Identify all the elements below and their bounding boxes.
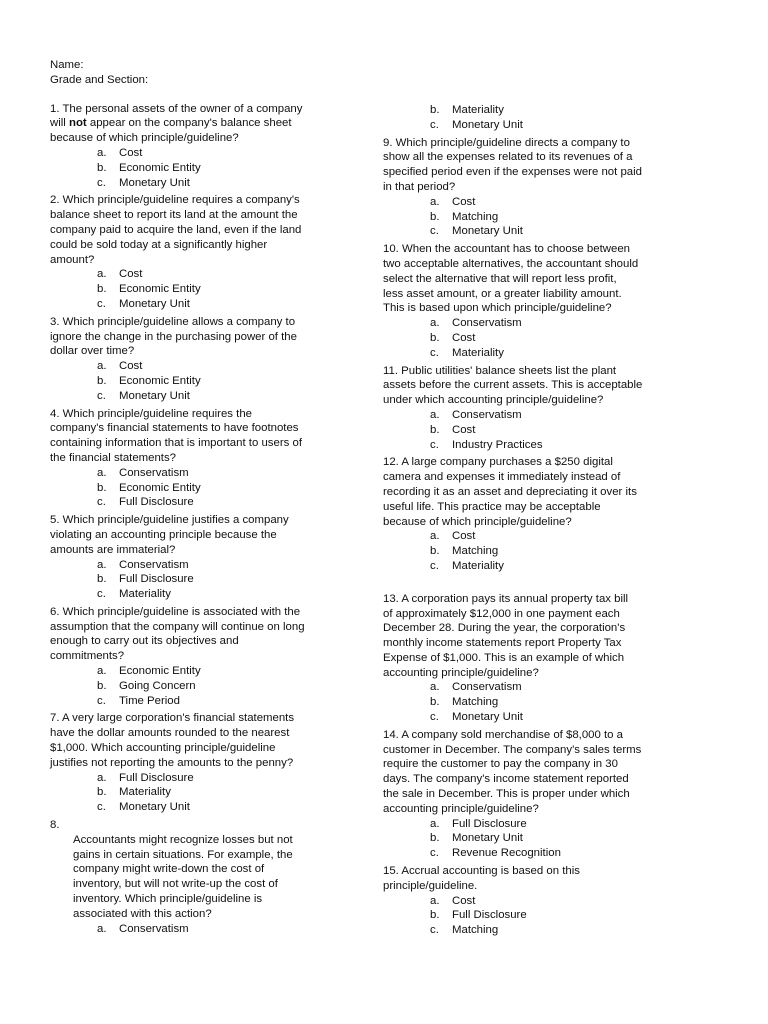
question-3 — [50, 315, 370, 404]
question-text-line: the financial statements? — [50, 451, 177, 464]
question-text-line: 7. A very large corporation's financial statements — [50, 712, 295, 725]
question-text-line: amounts are immaterial? — [50, 543, 176, 556]
right-column — [383, 103, 713, 941]
answer-option[interactable]: c. Materiality — [97, 588, 171, 601]
answer-options — [50, 146, 370, 190]
question-text-line: could be sold today at a significantly higher — [50, 238, 268, 251]
answer-option[interactable]: c. Monetary Unit — [97, 801, 190, 814]
question-5 — [50, 513, 370, 602]
answer-options — [50, 771, 370, 815]
answer-option[interactable]: a. Conservatism — [97, 922, 189, 935]
question-text-line: Expense of $1,000. This is an example of which — [383, 651, 625, 664]
question-text-line: justifies not reporting the amounts to the penny? — [50, 756, 294, 769]
question-number: 8. — [50, 819, 60, 832]
answer-option[interactable]: a. Conservatism — [430, 408, 522, 421]
answer-option[interactable]: c. Monetary Unit — [430, 118, 523, 131]
answer-option[interactable]: b. Matching — [430, 545, 499, 558]
question-text-line: associated with this action? — [73, 907, 212, 920]
answer-option[interactable]: a. Full Disclosure — [430, 817, 527, 830]
question-text-line: commitments? — [50, 650, 125, 663]
answer-options — [383, 817, 713, 861]
answer-option[interactable]: b. Going Concern — [97, 679, 196, 692]
question-10 — [383, 242, 713, 360]
question-8-continued — [383, 103, 713, 133]
question-14 — [383, 728, 713, 861]
answer-option[interactable]: b. Monetary Unit — [430, 832, 523, 845]
question-text-line: company might write-down the cost of — [73, 863, 265, 876]
answer-option[interactable]: b. Cost — [430, 423, 476, 436]
question-text-line: 2. Which principle/guideline requires a company's — [50, 194, 300, 207]
question-text-line: 12. A large company purchases a $250 digital — [383, 456, 613, 469]
answer-option[interactable]: a. Cost — [97, 360, 143, 373]
answer-options — [383, 894, 713, 938]
answer-option[interactable]: b. Full Disclosure — [97, 573, 194, 586]
question-text-line: balance sheet to report its land at the amount the — [50, 209, 298, 222]
question-7 — [50, 711, 370, 815]
answer-option[interactable]: a. Conservatism — [430, 681, 522, 694]
answer-option[interactable]: c. Matching — [430, 924, 499, 937]
question-text-line: two acceptable alternatives, the accountant should — [383, 257, 639, 270]
question-text-line: enough to carry out its objectives and — [50, 635, 239, 648]
question-9 — [383, 136, 713, 240]
answer-option[interactable]: c. Industry Practices — [430, 438, 543, 451]
question-text-line: This is based upon which principle/guideline? — [383, 302, 612, 315]
question-13 — [383, 592, 713, 725]
question-text-line: gains in certain situations. For example, the — [73, 848, 293, 861]
answer-option[interactable]: c. Monetary Unit — [97, 297, 190, 310]
answer-option[interactable]: b. Cost — [430, 331, 476, 344]
question-text-line: 11. Public utilities' balance sheets list the plant — [383, 364, 617, 377]
emphasis-not: not — [69, 117, 87, 130]
question-11 — [383, 364, 713, 453]
answer-options — [50, 359, 370, 403]
answer-options — [50, 558, 370, 602]
question-text-line: assumption that the company will continue on long — [50, 620, 305, 633]
answer-option[interactable]: a. Conservatism — [97, 558, 189, 571]
answer-option[interactable]: b. Economic Entity — [97, 283, 201, 296]
question-6 — [50, 605, 370, 709]
question-text-line: 10. When the accountant has to choose between — [383, 243, 630, 256]
question-text-line: accounting principle/guideline? — [383, 802, 539, 815]
answer-option[interactable]: b. Full Disclosure — [430, 909, 527, 922]
answer-option[interactable]: a. Conservatism — [430, 317, 522, 330]
name-label: Name: — [50, 59, 84, 71]
answer-option[interactable]: a. Full Disclosure — [97, 771, 194, 784]
answer-option[interactable]: a. Cost — [97, 268, 143, 281]
question-text-line: 13. A corporation pays its annual property tax bill — [383, 592, 629, 605]
answer-option[interactable]: c. Materiality — [430, 346, 504, 359]
question-text-line: 4. Which principle/guideline requires the — [50, 407, 252, 420]
question-text-line: because of which principle/guideline? — [50, 132, 239, 145]
answer-options — [383, 408, 713, 452]
answer-option[interactable]: c. Materiality — [430, 559, 504, 572]
answer-option[interactable]: b. Materiality — [97, 786, 171, 799]
left-column — [50, 58, 370, 939]
answer-option[interactable]: b. Economic Entity — [97, 481, 201, 494]
question-text-line: the sale in December. This is proper under which — [383, 788, 630, 801]
answer-option[interactable]: b. Matching — [430, 210, 499, 223]
question-12 — [383, 455, 713, 573]
answer-options — [383, 103, 713, 133]
answer-option[interactable]: b. Materiality — [430, 104, 504, 116]
question-text-line: violating an accounting principle because the — [50, 528, 277, 541]
question-text-line: 6. Which principle/guideline is associated with the — [50, 605, 301, 618]
question-text-line: company's financial statements to have footnotes — [50, 422, 299, 435]
answer-option[interactable]: b. Matching — [430, 696, 499, 709]
question-text-line: camera and expenses it immediately instead of — [383, 471, 621, 484]
question-text-line: days. The company's income statement reported — [383, 773, 629, 786]
question-text-line: will not appear on the company's balance sheet — [50, 117, 292, 130]
spacer — [383, 577, 713, 592]
answer-options — [50, 664, 370, 708]
question-text-line: 9. Which principle/guideline directs a company to — [383, 136, 630, 149]
grade-section-label: Grade and Section: — [50, 73, 149, 86]
question-text-line: useful life. This practice may be acceptable — [383, 500, 601, 513]
question-15 — [383, 864, 713, 938]
question-text-line: accounting principle/guideline? — [383, 666, 539, 679]
answer-option[interactable]: a. Conservatism — [97, 466, 189, 479]
answer-option[interactable]: a. Cost — [430, 195, 476, 208]
question-4 — [50, 407, 370, 511]
question-text-line: principle/guideline. — [383, 879, 478, 892]
question-text-line: 15. Accrual accounting is based on this — [383, 865, 580, 878]
question-text-line: select the alternative that will report less profit, — [383, 272, 617, 285]
question-text-line: 5. Which principle/guideline justifies a company — [50, 514, 289, 527]
answer-option[interactable]: a. Economic Entity — [97, 665, 201, 678]
question-text-line: containing information that is important to users of — [50, 437, 302, 450]
answer-options — [50, 466, 370, 510]
question-text-line: amount? — [50, 253, 95, 266]
question-text-line: 14. A company sold merchandise of $8,000 to a — [383, 728, 624, 741]
answer-option[interactable]: a. Cost — [430, 894, 476, 907]
answer-option[interactable]: c. Monetary Unit — [97, 176, 190, 189]
question-text-line: less asset amount, or a greater liability amount. — [383, 287, 622, 300]
question-text-line: assets before the current assets. This is acceptable — [383, 379, 643, 392]
answer-options — [383, 680, 713, 724]
question-text-line: $1,000. Which accounting principle/guideline — [50, 742, 276, 755]
answer-options — [50, 267, 370, 311]
question-text-line: recording it as an asset and depreciating it over its — [383, 485, 637, 498]
answer-options — [383, 529, 713, 573]
answer-option[interactable]: c. Monetary Unit — [430, 711, 523, 724]
answer-options — [383, 316, 713, 360]
question-text-line: of approximately $12,000 in one payment each — [383, 607, 620, 620]
question-text-line: have the dollar amounts rounded to the nearest — [50, 727, 290, 740]
question-text-line: in that period? — [383, 180, 456, 193]
answer-option[interactable]: b. Economic Entity — [97, 161, 201, 174]
answer-option[interactable]: c. Full Disclosure — [97, 496, 194, 509]
answer-option[interactable]: a. Cost — [430, 530, 476, 543]
question-text-line: company paid to acquire the land, even if the land — [50, 223, 302, 236]
question-text-line: inventory, but will not write-up the cost of — [73, 878, 278, 891]
question-text-line: because of which principle/guideline? — [383, 515, 572, 528]
question-text-line: December 28. During the year, the corporation's — [383, 622, 626, 635]
question-text-line: Accountants might recognize losses but not — [73, 833, 293, 846]
answer-options — [73, 922, 370, 937]
question-text-line: inventory. Which principle/guideline is — [73, 893, 263, 906]
question-text-line: show all the expenses related to its revenues of a — [383, 151, 633, 164]
answer-option[interactable]: c. Revenue Recognition — [430, 847, 561, 860]
question-2 — [50, 193, 370, 311]
answer-option[interactable]: c. Time Period — [97, 694, 180, 707]
question-text-line: under which accounting principle/guideline? — [383, 394, 604, 407]
question-text-line: dollar over time? — [50, 345, 135, 358]
question-text-line: 3. Which principle/guideline allows a company to — [50, 315, 296, 328]
question-text-line: customer in December. The company's sales terms — [383, 743, 642, 756]
answer-option[interactable]: c. Monetary Unit — [97, 389, 190, 402]
question-text-line: ignore the change in the purchasing power of the — [50, 330, 297, 343]
answer-option[interactable]: b. Economic Entity — [97, 374, 201, 387]
question-text-line: require the customer to pay the company in 30 — [383, 758, 618, 771]
answer-option[interactable]: a. Cost — [97, 146, 143, 159]
answer-option[interactable]: c. Monetary Unit — [430, 225, 523, 238]
question-text-line: 1. The personal assets of the owner of a company — [50, 102, 303, 115]
question-text-line: specified period even if the expenses were not paid — [383, 166, 642, 179]
question-text-line: monthly income statements report Property Tax — [383, 637, 622, 650]
question-1 — [50, 102, 370, 191]
answer-options — [383, 195, 713, 239]
question-8 — [50, 818, 370, 936]
